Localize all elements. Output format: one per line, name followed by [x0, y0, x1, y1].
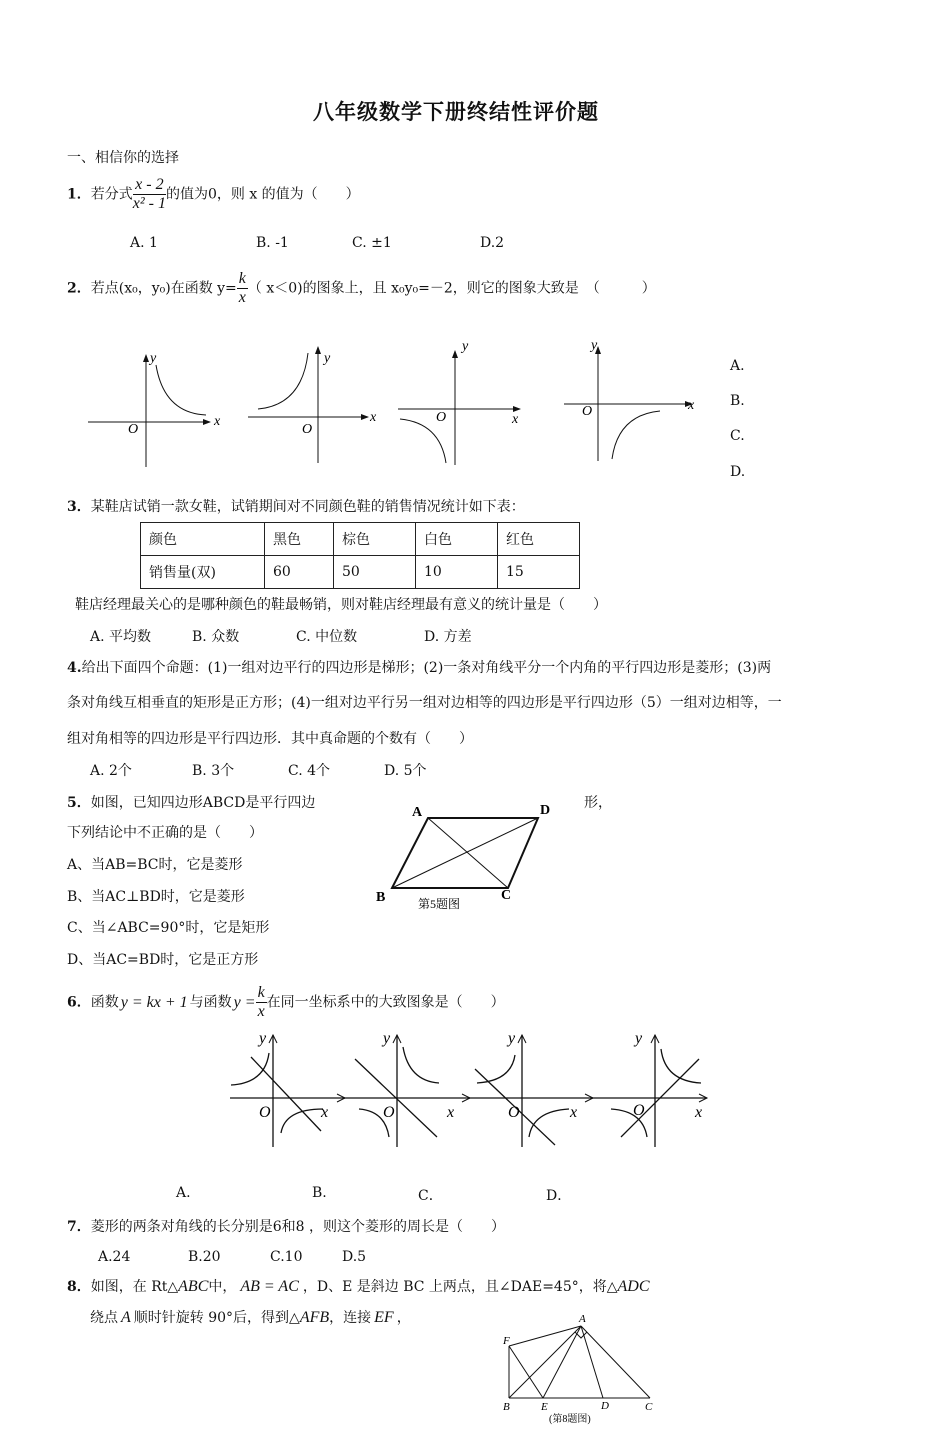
math-adc: ADC [617, 1278, 650, 1295]
question-text: 函数 [90, 994, 119, 1011]
option-b: B. -1 [256, 235, 289, 251]
point-label-d: D [601, 1400, 609, 1412]
question-3 [67, 496, 525, 516]
axis-x-label: x [695, 1104, 703, 1121]
math-point-a: A [121, 1309, 131, 1326]
question-5 [67, 792, 315, 812]
question-text: 鞋店经理最关心的是哪种颜色的鞋最畅销，则对鞋店经理最有意义的统计量是（ ） [75, 597, 607, 613]
question-8-line2 [90, 1307, 411, 1327]
question-text: 若分式 [90, 186, 133, 203]
question-text: 的值为0，则 x 的值为（ ） [165, 186, 360, 203]
table-cell: 50 [334, 556, 416, 589]
fraction-numerator: x - 2 [133, 176, 166, 195]
option-d: D.2 [480, 235, 505, 251]
page-title: 八年级数学下册终结性评价题 [313, 99, 599, 124]
formula-inverse: y = [233, 993, 256, 1011]
axis-y-label: y [462, 339, 469, 354]
question-1 [67, 176, 360, 213]
table-cell: 颜色 [141, 523, 265, 556]
point-label-b: B [503, 1401, 510, 1413]
option-c: C． [418, 1188, 443, 1204]
vertex-label-d: D [540, 803, 551, 818]
option-b: B. [730, 393, 745, 409]
option-a: A. 平均数 [90, 629, 152, 645]
table-cell: 销售量(双) [141, 556, 265, 589]
point-label-c: C [645, 1401, 653, 1413]
axis-x-label: x [512, 412, 519, 427]
question-text: ，D、E 是斜边 BC 上两点，且∠DAE=45°，将△ [302, 1279, 618, 1295]
q6-graph-a [230, 1030, 345, 1147]
table-cell: 棕色 [334, 523, 416, 556]
option-c: C. 4个 [288, 763, 331, 779]
table-cell: 红色 [498, 523, 580, 556]
question-number: 4. [67, 660, 82, 676]
formula-linear: y = kx + 1 [120, 993, 188, 1011]
option-c: C.10 [270, 1249, 303, 1265]
question-number: 8． [67, 1279, 91, 1295]
option-a: A、当AB=BC时，它是菱形 [67, 857, 243, 873]
option-b: B. 众数 [192, 629, 240, 645]
question-text: 顺时针旋转 90°后，得到△ [133, 1310, 300, 1326]
axis-y-label: y [324, 351, 331, 366]
question-text: 下列结论中不正确的是（ ） [67, 825, 263, 841]
option-c: C. 中位数 [296, 629, 358, 645]
option-a: A. 2个 [90, 763, 132, 779]
table-cell: 60 [265, 556, 334, 589]
axis-x-label: x [570, 1104, 578, 1121]
q6-graph-d [592, 1030, 707, 1147]
origin-label: O [259, 1104, 271, 1121]
origin-label: O [302, 422, 313, 437]
origin-label: O [508, 1104, 520, 1121]
vertex-label-c: C [501, 888, 512, 903]
question-text: 中， [208, 1279, 237, 1295]
math-afb: AFB [299, 1309, 330, 1326]
axis-x-label: x [447, 1104, 455, 1121]
table-row [141, 556, 580, 589]
option-b: B. [312, 1185, 327, 1201]
question-text: 如图，在 Rt△ [90, 1279, 179, 1295]
question-text: 组对角相等的四边形是平行四边形．其中真命题的个数有（ ） [67, 731, 473, 747]
question-7 [67, 1216, 505, 1236]
table-cell: 黑色 [265, 523, 334, 556]
point-label-f: F [503, 1335, 510, 1347]
question-4 [67, 657, 771, 677]
axis-x-label: x [370, 410, 377, 425]
option-d: D.5 [342, 1249, 367, 1265]
axis-y-label: y [591, 338, 598, 353]
question-number: 3． [67, 499, 91, 515]
origin-label: O [633, 1102, 645, 1119]
option-c: C、当∠ABC=90°时，它是矩形 [67, 920, 270, 936]
axis-y-label: y [508, 1030, 516, 1047]
axis-y-label: y [150, 351, 157, 366]
option-c: C. ±1 [352, 235, 392, 251]
axis-y-label: y [635, 1030, 643, 1047]
table-row [141, 523, 580, 556]
question-text: 在同一坐标系中的大致图象是（ ） [266, 994, 505, 1011]
question-8 [67, 1276, 650, 1296]
figure-caption: 第5题图 [418, 897, 461, 911]
vertex-label-b: B [376, 890, 386, 905]
q8-triangle-figure [495, 1310, 670, 1428]
point-label-e: E [541, 1401, 548, 1413]
vertex-label-a: A [412, 805, 423, 820]
question-number: 6． [67, 994, 91, 1011]
option-b: B、当AC⊥BD时，它是菱形 [67, 889, 245, 905]
question-number: 5． [67, 795, 91, 811]
question-number: 2． [67, 280, 91, 297]
option-d: D． [546, 1188, 572, 1204]
question-text: 如图，已知四边形ABCD是平行四边 [90, 795, 316, 811]
fraction [256, 984, 267, 1021]
origin-label: O [128, 422, 139, 437]
option-b: B. 3个 [192, 763, 235, 779]
axis-x-label: x [214, 414, 221, 429]
table-cell: 白色 [416, 523, 498, 556]
option-b: B.20 [188, 1249, 221, 1265]
q5-parallelogram-figure [370, 798, 570, 913]
fraction [237, 270, 248, 307]
math-ef: EF [374, 1309, 394, 1326]
fraction-numerator: k [238, 270, 246, 287]
option-d: D、当AC=BD时，它是正方形 [67, 952, 259, 968]
option-a: A.24 [98, 1249, 131, 1265]
question-number: 7． [67, 1219, 91, 1235]
q2-graphs [80, 335, 720, 475]
fraction-denominator: x [238, 289, 246, 306]
q6-graphs [225, 1025, 725, 1150]
fraction-numerator: k [257, 984, 265, 1001]
question-text: 若点(x₀，y₀)在函数 y= [90, 280, 237, 297]
q2-graph-a [88, 351, 221, 467]
section-heading: 一、相信你的选择 [67, 150, 179, 166]
math-abc: ABC [178, 1278, 209, 1295]
question-text: 菱形的两条对角线的长分别是6和8 ，则这个菱形的周长是（ ） [90, 1219, 506, 1235]
q6-graph-c [468, 1030, 593, 1147]
question-text: 与函数 [189, 994, 232, 1011]
question-text: 条对角线互相垂直的矩形是正方形；(4)一组对边平行另一组对边相等的四边形是平行四边形（5）一组对边相等，一 [67, 695, 782, 711]
option-a: A. 1 [130, 235, 158, 251]
q2-graph-c [398, 339, 520, 465]
origin-label: O [383, 1104, 395, 1121]
fraction-denominator: x² - 1 [132, 195, 166, 212]
point-label-a: A [579, 1313, 586, 1325]
question-text: ，连接 [329, 1310, 372, 1326]
axis-y-label: y [259, 1030, 267, 1047]
sales-table [140, 522, 580, 589]
fraction [133, 176, 166, 213]
table-cell: 10 [416, 556, 498, 589]
option-d: D. [730, 464, 746, 480]
question-text: 绕点 [90, 1310, 118, 1326]
q6-graph-b [343, 1030, 470, 1147]
axis-x-label: x [321, 1104, 329, 1121]
axis-y-label: y [383, 1030, 391, 1047]
math-equation: AB = AC [240, 1278, 299, 1295]
question-2 [67, 270, 656, 307]
question-text: 某鞋店试销一款女鞋，试销期间对不同颜色鞋的销售情况统计如下表： [90, 499, 525, 515]
option-c: C. [730, 428, 745, 444]
question-text: （ x＜0)的图象上，且 x₀y₀=－2，则它的图象大致是 （ ） [247, 280, 656, 297]
origin-label: O [436, 410, 447, 425]
question-text: 形， [584, 795, 612, 811]
figure-caption: (第8题图) [549, 1414, 591, 1425]
table-cell: 15 [498, 556, 580, 589]
q2-graph-b [248, 347, 377, 463]
q2-graph-d [564, 338, 695, 461]
question-text: ， [396, 1310, 411, 1326]
option-a: A. [176, 1185, 191, 1201]
question-text: 给出下面四个命题：(1)一组对边平行的四边形是梯形；(2)一条对角线平分一个内角的平行四边形是菱形；(3)两 [81, 660, 772, 676]
origin-label: O [582, 404, 593, 419]
fraction-denominator: x [257, 1003, 265, 1020]
question-number: 1． [67, 186, 91, 203]
axis-x-label: x [688, 398, 695, 413]
option-a: A. [730, 358, 745, 374]
question-6 [67, 984, 505, 1021]
option-d: D. 方差 [424, 629, 472, 645]
option-d: D. 5个 [384, 763, 427, 779]
